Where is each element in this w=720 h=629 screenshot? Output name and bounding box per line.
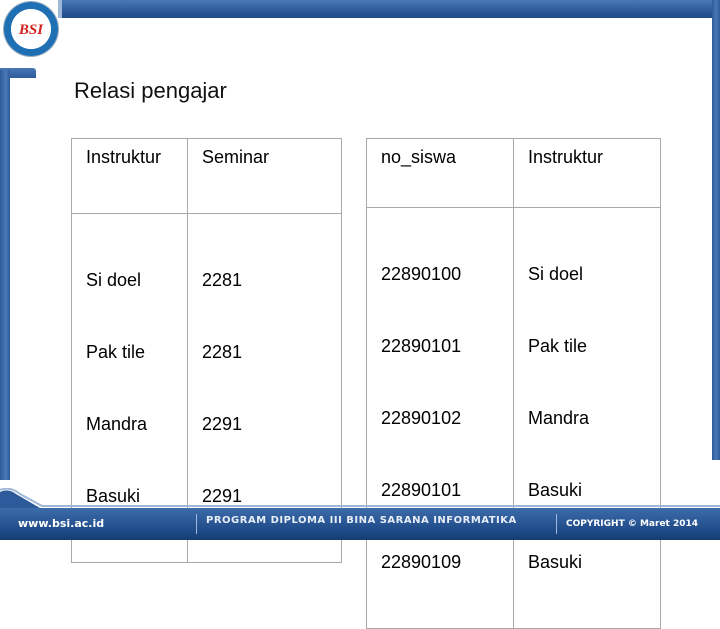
cell-value: 2281 — [202, 270, 243, 290]
left-frame-bar — [0, 70, 10, 480]
header-instruktur: Instruktur — [528, 147, 604, 167]
footer-program: PROGRAM DIPLOMA III BINA SARANA INFORMATIKA — [206, 515, 517, 526]
cell-value: Mandra — [528, 408, 590, 428]
footer-copyright: COPYRIGHT © Maret 2014 — [566, 519, 699, 529]
cell-value: Si doel — [528, 264, 584, 284]
cell-value: 22890100 — [381, 264, 462, 284]
cell-value: 22890102 — [381, 408, 462, 428]
header-cell — [72, 139, 188, 214]
header-cell — [367, 139, 514, 208]
header-cell — [514, 139, 661, 208]
header-bar — [62, 0, 720, 18]
footer-divider — [556, 514, 557, 534]
cell-value: Basuki — [86, 486, 141, 506]
cell-value: Basuki — [528, 480, 583, 500]
right-frame-bar — [712, 0, 720, 460]
slide-title: Relasi pengajar — [74, 78, 227, 103]
cell-value: Si doel — [86, 270, 142, 290]
cell-value: 2281 — [202, 342, 243, 362]
cell-value: 22890101 — [381, 336, 462, 356]
cell-value: 2291 — [202, 414, 243, 434]
data-cell — [367, 208, 514, 629]
header-seminar: Seminar — [202, 147, 270, 167]
data-cell — [514, 208, 661, 629]
table-row — [367, 208, 661, 629]
bsi-logo — [4, 2, 58, 56]
footer-divider — [196, 514, 197, 534]
cell-value: Mandra — [86, 414, 148, 434]
cell-value: 22890101 — [381, 480, 462, 500]
table-header-row — [367, 139, 661, 208]
table-header-row — [72, 139, 342, 214]
relation-table-siswa-instruktur — [366, 138, 661, 629]
cell-value: Pak tile — [86, 342, 146, 362]
header-cell — [188, 139, 342, 214]
footer-url: www.bsi.ac.id — [18, 517, 105, 530]
header-instruktur: Instruktur — [86, 147, 162, 167]
cell-value: 22890109 — [381, 552, 462, 572]
cell-value: Basuki — [528, 552, 583, 572]
header-no-siswa: no_siswa — [381, 147, 457, 167]
svg-text:BSI: BSI — [18, 22, 44, 38]
cell-value: Pak tile — [528, 336, 588, 356]
cell-value: 2291 — [202, 486, 243, 506]
